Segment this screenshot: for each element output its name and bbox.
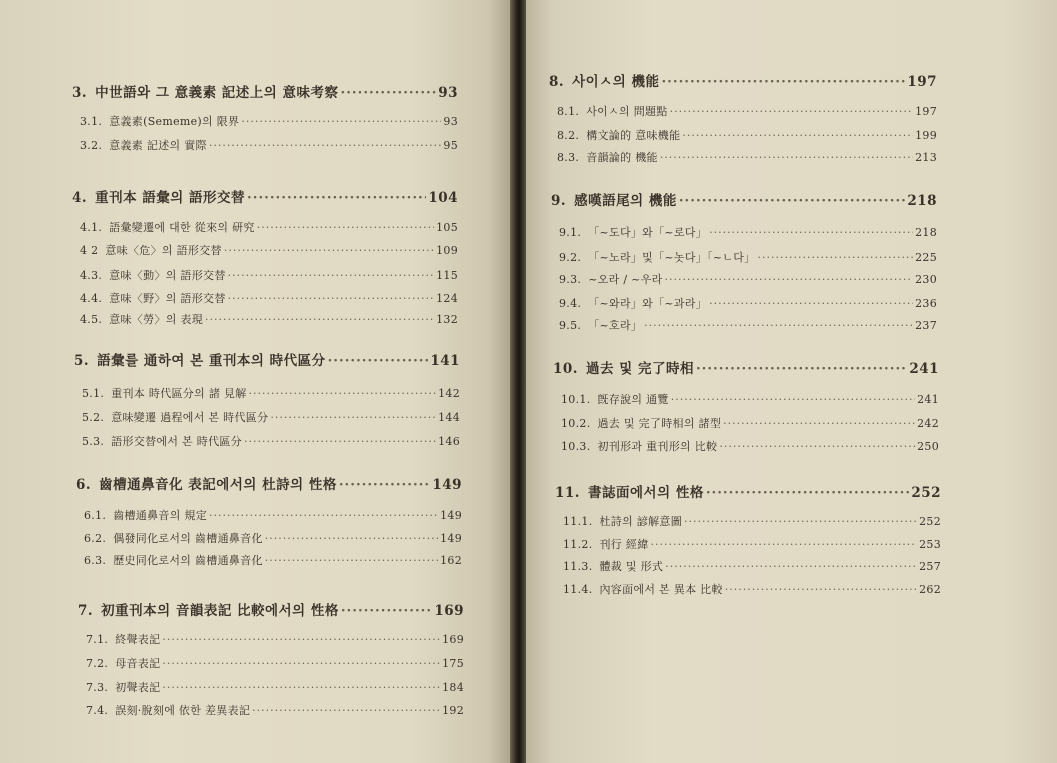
section-number: 9.2. [559, 251, 582, 264]
section-entry [563, 581, 941, 597]
dot-leader [209, 509, 438, 522]
section-entry [84, 530, 462, 546]
dot-leader [651, 538, 918, 551]
chapter-number: 6. [76, 477, 92, 493]
section-title: 意味〈勞〉의 表現 [109, 313, 204, 326]
book-gutter [510, 0, 526, 763]
dot-leader [228, 269, 434, 282]
section-number: 10.1. [561, 393, 591, 406]
dot-leader [709, 226, 913, 239]
section-page-number: 105 [436, 221, 458, 234]
chapter-page-number: 241 [909, 361, 939, 377]
chapter-entry [72, 186, 458, 206]
chapter-number: 3. [72, 85, 88, 101]
section-title: 音韻論的 機能 [586, 151, 658, 164]
section-number: 8.2. [557, 129, 580, 142]
section-page-number: 250 [917, 440, 939, 453]
section-page-number: 144 [438, 411, 460, 424]
section-title: 사이ㅅ의 問題點 [586, 105, 668, 118]
dot-leader [682, 129, 913, 142]
dot-leader [247, 190, 426, 206]
section-page-number: 237 [915, 319, 937, 332]
section-number: 7.4. [86, 704, 109, 717]
section-entry [80, 219, 458, 235]
section-title: 意味〈危〉의 語形交替 [105, 244, 222, 257]
section-page-number: 149 [440, 509, 462, 522]
section-number: 9.4. [559, 297, 582, 310]
dot-leader [665, 560, 917, 573]
section-number: 5.3. [82, 435, 105, 448]
section-number: 10.3. [561, 440, 591, 453]
dot-leader [162, 657, 440, 670]
section-entry [80, 290, 458, 306]
section-title: 初刊形과 重刊形의 比較 [597, 440, 718, 453]
dot-leader [341, 85, 437, 101]
section-page-number: 132 [436, 313, 458, 326]
section-entry [559, 249, 937, 265]
section-page-number: 109 [436, 244, 458, 257]
chapter-number: 11. [555, 485, 580, 501]
chapter-entry [76, 473, 462, 493]
section-page-number: 241 [917, 393, 939, 406]
section-number: 3.1. [80, 115, 103, 128]
dot-leader [706, 485, 909, 501]
section-entry [557, 127, 937, 143]
section-page-number: 242 [917, 417, 939, 430]
dot-leader [758, 251, 914, 264]
dot-leader [209, 139, 442, 152]
chapter-page-number: 218 [907, 193, 937, 209]
chapter-number: 5. [74, 353, 90, 369]
dot-leader [684, 515, 917, 528]
dot-leader [670, 105, 913, 118]
section-entry [80, 242, 458, 258]
chapter-entry [74, 349, 460, 369]
section-title: 意味變遷 過程에서 본 時代區分 [111, 411, 269, 424]
dot-leader [671, 393, 915, 406]
chapter-page-number: 149 [432, 477, 462, 493]
section-number: 7.3. [86, 681, 109, 694]
dot-leader [224, 244, 434, 257]
chapter-title: 過去 및 完了時相 [586, 361, 694, 377]
section-number: 4.4. [80, 292, 103, 305]
section-entry [86, 702, 464, 718]
section-page-number: 213 [915, 151, 937, 164]
chapter-entry [553, 357, 939, 377]
section-entry [561, 391, 939, 407]
chapter-entry [78, 599, 464, 619]
section-entry [84, 507, 462, 523]
section-title: 意義素 記述의 實際 [109, 139, 207, 152]
section-page-number: 230 [915, 273, 937, 286]
section-title: 誤刻·脫刻에 依한 差異表記 [115, 704, 251, 717]
section-number: 5.2. [82, 411, 105, 424]
chapter-title: 重刊本 語彙의 語形交替 [95, 190, 246, 206]
dot-leader [162, 633, 440, 646]
section-page-number: 146 [438, 435, 460, 448]
section-entry [80, 267, 458, 283]
dot-leader [644, 319, 913, 332]
section-title: 偶發同化로서의 齒槽通鼻音化 [113, 532, 263, 545]
dot-leader [252, 704, 440, 717]
dot-leader [265, 554, 438, 567]
section-title: 「~와라」와「~과라」 [588, 297, 708, 310]
section-number: 9.3. [559, 273, 582, 286]
section-page-number: 225 [915, 251, 937, 264]
section-entry [80, 311, 458, 327]
section-title: 重刊本 時代區分의 諸 見解 [111, 387, 247, 400]
chapter-page-number: 93 [438, 85, 458, 101]
chapter-page-number: 169 [434, 603, 464, 619]
section-title: 杜詩의 諺解意圖 [599, 515, 683, 528]
section-title: 刊行 經緯 [599, 538, 649, 551]
section-page-number: 262 [919, 583, 941, 596]
section-entry [561, 438, 939, 454]
dot-leader [257, 221, 434, 234]
section-title: 歷史同化로서의 齒槽通鼻音化 [113, 554, 263, 567]
section-page-number: 175 [442, 657, 464, 670]
section-title: 齒槽通鼻音의 規定 [113, 509, 208, 522]
dot-leader [709, 297, 913, 310]
section-number: 11.1. [563, 515, 593, 528]
chapter-page-number: 252 [911, 485, 941, 501]
section-entry [559, 271, 937, 287]
section-title: 構文論的 意味機能 [586, 129, 681, 142]
chapter-title: 語彙를 通하여 본 重刊本의 時代區分 [97, 353, 326, 369]
chapter-entry [549, 70, 937, 90]
section-entry [84, 552, 462, 568]
section-title: 「~호라」 [588, 319, 643, 332]
section-entry [559, 224, 937, 240]
chapter-entry [72, 81, 458, 101]
dot-leader [341, 603, 432, 619]
dot-leader [249, 387, 437, 400]
dot-leader [270, 411, 436, 424]
dot-leader [661, 74, 905, 90]
section-number: 8.3. [557, 151, 580, 164]
section-entry [86, 631, 464, 647]
section-title: ~오라 / ~우라 [588, 273, 663, 286]
section-entry [80, 113, 458, 129]
section-title: 過去 및 完了時相의 諸型 [597, 417, 722, 430]
dot-leader [241, 115, 441, 128]
chapter-title: 齒槽通鼻音化 表記에서의 杜詩의 性格 [99, 477, 337, 493]
section-entry [563, 513, 941, 529]
section-entry [82, 433, 460, 449]
section-entry [559, 317, 937, 333]
section-page-number: 184 [442, 681, 464, 694]
chapter-title: 書誌面에서의 性格 [588, 485, 704, 501]
section-entry [82, 409, 460, 425]
section-title: 「~도다」와「~로다」 [588, 226, 708, 239]
section-page-number: 236 [915, 297, 937, 310]
section-page-number: 197 [915, 105, 937, 118]
section-title: 意味〈動〉의 語形交替 [109, 269, 226, 282]
dot-leader [228, 292, 434, 305]
section-title: 意味〈野〉의 語形交替 [109, 292, 226, 305]
dot-leader [265, 532, 438, 545]
section-page-number: 252 [919, 515, 941, 528]
section-number: 7.2. [86, 657, 109, 670]
section-page-number: 218 [915, 226, 937, 239]
section-number: 10.2. [561, 417, 591, 430]
chapter-number: 7. [78, 603, 94, 619]
section-title: 意義素(Sememe)의 限界 [109, 115, 240, 128]
section-title: 語彙變遷에 대한 從來의 研究 [109, 221, 255, 234]
section-page-number: 95 [443, 139, 458, 152]
section-number: 4 2 [80, 244, 99, 257]
chapter-title: 初重刊本의 音韻表記 比較에서의 性格 [101, 603, 339, 619]
section-title: 旣存說의 通覽 [597, 393, 669, 406]
section-page-number: 93 [443, 115, 458, 128]
section-page-number: 253 [919, 538, 941, 551]
chapter-number: 9. [551, 193, 567, 209]
section-page-number: 192 [442, 704, 464, 717]
chapter-page-number: 104 [428, 190, 458, 206]
section-title: 初聲表記 [115, 681, 161, 694]
section-number: 7.1. [86, 633, 109, 646]
dot-leader [162, 681, 440, 694]
dot-leader [339, 477, 430, 493]
section-entry [86, 655, 464, 671]
chapter-page-number: 141 [430, 353, 460, 369]
section-title: 體裁 및 形式 [599, 560, 664, 573]
section-page-number: 142 [438, 387, 460, 400]
section-page-number: 162 [440, 554, 462, 567]
dot-leader [725, 583, 917, 596]
chapter-page-number: 197 [907, 74, 937, 90]
section-entry [563, 558, 941, 574]
section-entry [557, 103, 937, 119]
section-number: 6.3. [84, 554, 107, 567]
dot-leader [719, 440, 915, 453]
dot-leader [660, 151, 913, 164]
dot-leader [679, 193, 905, 209]
section-entry [86, 679, 464, 695]
dot-leader [244, 435, 436, 448]
section-number: 11.2. [563, 538, 593, 551]
section-page-number: 257 [919, 560, 941, 573]
chapter-number: 10. [553, 361, 578, 377]
section-number: 4.5. [80, 313, 103, 326]
section-page-number: 199 [915, 129, 937, 142]
section-number: 9.1. [559, 226, 582, 239]
section-number: 11.3. [563, 560, 593, 573]
section-number: 8.1. [557, 105, 580, 118]
section-title: 內容面에서 본 異本 比較 [599, 583, 723, 596]
section-number: 9.5. [559, 319, 582, 332]
section-page-number: 115 [436, 269, 458, 282]
chapter-entry [555, 481, 941, 501]
section-entry [559, 295, 937, 311]
dot-leader [696, 361, 907, 377]
section-title: 語形交替에서 본 時代區分 [111, 435, 242, 448]
dot-leader [205, 313, 434, 326]
section-entry [561, 415, 939, 431]
section-entry [563, 536, 941, 552]
chapter-number: 8. [549, 74, 565, 90]
section-number: 11.4. [563, 583, 593, 596]
dot-leader [665, 273, 914, 286]
section-number: 4.1. [80, 221, 103, 234]
chapter-title: 中世語와 그 意義素 記述上의 意味考察 [95, 85, 339, 101]
section-title: 終聲表記 [115, 633, 161, 646]
section-page-number: 149 [440, 532, 462, 545]
section-number: 6.1. [84, 509, 107, 522]
chapter-number: 4. [72, 190, 88, 206]
section-number: 4.3. [80, 269, 103, 282]
section-title: 母音表記 [115, 657, 161, 670]
section-number: 6.2. [84, 532, 107, 545]
section-number: 3.2. [80, 139, 103, 152]
section-title: 「~노라」및「~놋다」「~ㄴ다」 [588, 251, 756, 264]
section-page-number: 169 [442, 633, 464, 646]
section-entry [80, 137, 458, 153]
section-number: 5.1. [82, 387, 105, 400]
chapter-entry [551, 189, 937, 209]
dot-leader [723, 417, 915, 430]
section-entry [557, 149, 937, 165]
chapter-title: 사이ㅅ의 機能 [572, 74, 660, 90]
chapter-title: 感嘆語尾의 機能 [574, 193, 677, 209]
dot-leader [328, 353, 429, 369]
section-page-number: 124 [436, 292, 458, 305]
section-entry [82, 385, 460, 401]
